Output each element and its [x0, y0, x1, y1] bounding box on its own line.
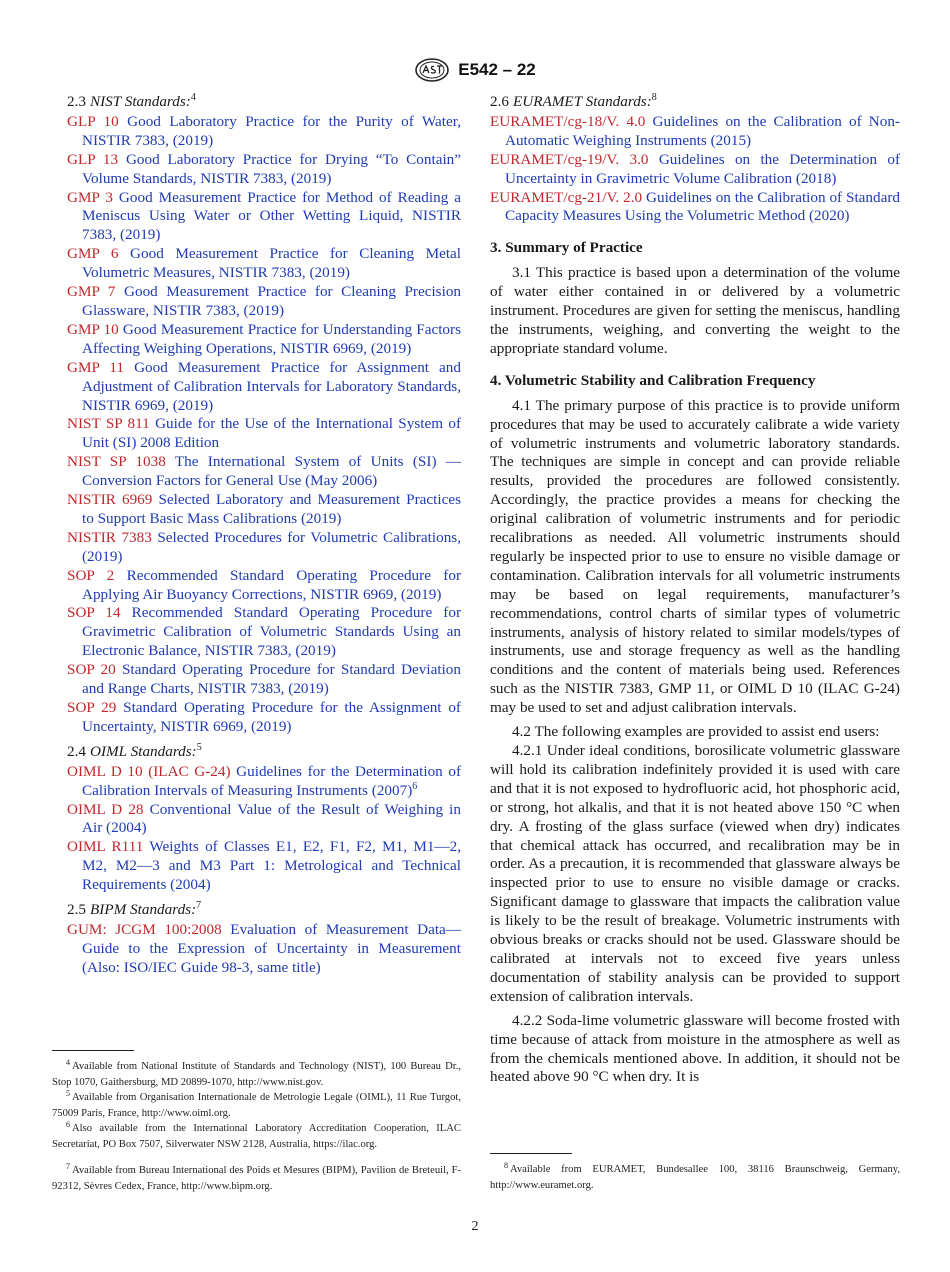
subsection-heading-nist: 2.3 NIST Standards:$^4$ — [67, 92, 196, 110]
reference-title[interactable]: Standard Operating Procedure for Standard Deviation and Range Charts, NISTIR 7383, (2019) — [82, 661, 461, 698]
reference-title[interactable]: Selected Procedures for Volumetric Calibrations, (2019) — [82, 528, 461, 565]
reference-title[interactable]: Guidelines on the Calibration of Standard Capacity Measures Using the Volumetric Method (2020) — [505, 188, 901, 225]
reference-title[interactable]: Guidelines on the Calibration of Non-Automatic Weighing Instruments (2015) — [505, 112, 900, 149]
reference-entry[interactable] — [67, 359, 461, 416]
reference-entry[interactable] — [67, 113, 461, 151]
reference-code[interactable]: SOP 20 — [67, 661, 116, 679]
paragraph: 4.1 The primary purpose of this practice is to provide uniform procedures that may be used to accurately calibrate a wide variety of volumetric instruments and volumetric laboratory standards. The techniques are simple in concept and can provide reliable results, provided the procedures are followed consistently. Accordingly, the practice provides a means for checking the original calibration of volumetric instruments and for periodic recalibrations as needed. All volumetric instruments should regularly be inspected prior to use to ensure no visible damage or contamination. Calibration intervals for all volumetric instruments may be based on legal requirements, manufacturer’s recommendations, control charts of similar types of volumetric instruments, analysis of history related to similar models/types of instruments, use and storage frequency as well as the handling conditions and the content of materials being used. References such as the NISTIR 7383, GMP 11, or OIML D 10 (ILAC G-24) may be used to set and adjust calibration intervals. — [490, 396, 900, 717]
astm-logo-icon — [414, 57, 450, 83]
reference-entry[interactable] — [67, 699, 461, 737]
reference-title[interactable]: Good Laboratory Practice for Drying “To Contain” Volume Standards, NISTIR 7383, (2019) — [82, 150, 461, 187]
reference-code[interactable]: EURAMET/cg-21/V. 2.0 — [490, 188, 643, 206]
right-column — [490, 93, 900, 1087]
reference-title[interactable]: Weights of Classes E1, E2, F1, F2, M1, M1—2, M2, M2—3 and M3 Part 1: Metrological and Technical Requirements (2004) — [82, 838, 461, 894]
reference-code[interactable]: OIML R111 — [67, 838, 144, 856]
reference-title[interactable]: Standard Operating Procedure for the Assignment of Uncertainty, NISTIR 6969, (2019) — [82, 699, 461, 735]
reference-title[interactable]: Selected Laboratory and Measurement Practices to Support Basic Mass Calibrations (2019) — [82, 491, 461, 527]
subsection-heading-bipm: 2.5 BIPM Standards:$^7$ — [67, 900, 202, 919]
footnote: $^7$ Available from Bureau International des Poids et Mesures (BIPM), Pavilion de Breteuil, F-92312, Sèvres Cedex, France, http://www.bipm.org. — [52, 1162, 461, 1192]
reference-title[interactable]: Conventional Value of the Result of Weighing in Air (2004) — [82, 800, 461, 837]
subsection-heading-euramet: 2.6 EURAMET Standards:$^8$ — [490, 92, 657, 110]
paragraph: 4.2 The following examples are provided to assist end users: — [512, 723, 880, 741]
reference-entry[interactable] — [67, 838, 461, 895]
reference-title[interactable]: Recommended Standard Operating Procedure for Gravimetric Calibration of Volumetric Standards Using an Electronic Balance, NISTIR 7383, (2019) — [82, 604, 461, 660]
reference-entry[interactable] — [67, 604, 461, 661]
reference-code[interactable]: OIML D 10 (ILAC G-24) — [67, 762, 231, 780]
footnote: $^6$ Also available from the International Laboratory Accreditation Cooperation, ILAC Secretariat, PO Box 7507, Silverwater NSW 2128, Australia, https://ilac.org. — [52, 1120, 461, 1150]
reference-title[interactable]: Guide for the Use of the International System of Unit (SI) 2008 Edition — [82, 415, 462, 452]
page-number: 2 — [471, 1219, 479, 1234]
reference-code[interactable]: NIST SP 811 — [67, 415, 150, 433]
reference-entry[interactable] — [67, 763, 461, 801]
footnote-marker: 6 — [412, 780, 418, 792]
footnote: $^5$ Available from Organisation Internationale de Metrologie Legale (OIML), 11 Rue Turgot, 75009 Paris, France, http://www.oiml.org. — [52, 1089, 461, 1119]
reference-title[interactable]: Good Measurement Practice for Cleaning Metal Volumetric Measures, NISTIR 7383, (2019) — [82, 245, 462, 282]
reference-title[interactable]: Guidelines for the Determination of Calibration Intervals of Measuring Instruments (2007) — [82, 762, 462, 799]
footnote: $^8$ Available from EURAMET, Bundesallee 100, 38116 Braunschweig, Germany, http://www.euramet.org. — [490, 1161, 900, 1191]
reference-code[interactable]: SOP 29 — [67, 699, 117, 716]
reference-code[interactable]: GUM: JCGM 100:2008 — [67, 920, 222, 938]
reference-entry[interactable] — [67, 567, 461, 605]
paragraph: 3.1 This practice is based upon a determination of the volume of water either contained in or delivered by a volumetric instrument. Procedures are given for setting the meniscus, handling the instruments, weighing, and converting the weight to the appropriate standard volume. — [490, 264, 900, 357]
document-designation: E542 – 22 — [458, 60, 536, 79]
reference-code[interactable]: GMP 10 — [67, 320, 119, 338]
reference-entry[interactable] — [67, 453, 461, 491]
reference-list-nist — [67, 113, 461, 737]
reference-code[interactable]: NISTIR 6969 — [67, 491, 153, 509]
left-column — [67, 93, 461, 978]
reference-entry[interactable] — [67, 491, 461, 529]
reference-entry[interactable] — [490, 151, 900, 189]
reference-title[interactable]: The International System of Units (SI) — Conversion Factors for General Use (May 2006) — [82, 453, 461, 490]
reference-code[interactable]: GLP 10 — [67, 112, 119, 130]
reference-list-euramet — [490, 113, 900, 226]
subsection-heading-oiml: 2.4 OIML Standards:$^5$ — [67, 741, 202, 760]
section-heading-summary: 3. Summary of Practice — [490, 239, 643, 257]
reference-entry[interactable] — [67, 661, 461, 699]
reference-code[interactable]: GLP 13 — [67, 150, 119, 168]
footnotes-left — [52, 1059, 461, 1194]
reference-entry[interactable] — [67, 189, 461, 246]
section-heading-volumetric-stability: 4. Volumetric Stability and Calibration Frequency — [490, 371, 816, 389]
reference-entry[interactable] — [67, 415, 461, 453]
reference-code[interactable]: GMP 3 — [67, 188, 113, 206]
reference-title[interactable]: Good Measurement Practice for Cleaning Precision Glassware, NISTIR 7383, (2019) — [82, 283, 462, 319]
reference-list-bipm — [67, 921, 461, 978]
reference-entry[interactable] — [67, 529, 461, 567]
reference-list-oiml — [67, 763, 461, 895]
reference-entry[interactable] — [67, 245, 461, 283]
reference-entry[interactable] — [490, 113, 900, 151]
reference-title[interactable]: Guidelines on the Determination of Uncertainty in Gravimetric Volume Calibration (2018) — [505, 150, 900, 187]
reference-entry[interactable] — [490, 189, 900, 227]
reference-entry[interactable] — [67, 801, 461, 839]
footnote-rule — [52, 1050, 134, 1051]
reference-title[interactable]: Good Laboratory Practice for the Purity of Water, NISTIR 7383, (2019) — [82, 112, 461, 149]
footnote: $^4$ Available from National Institute of Standards and Technology (NIST), 100 Bureau Dr., Stop 1070, Gaithersburg, MD 20899-1070, http://www.nist.gov. — [52, 1058, 461, 1088]
paragraph: 4.2.2 Soda-lime volumetric glassware will become frosted with time because of attack from moisture in the atmosphere as well as from the chemicals mentioned above. In addition, it should not be heated above 90 °C when dry. It is — [490, 1011, 900, 1086]
paragraph: 4.2.1 Under ideal conditions, borosilicate volumetric glassware will hold its calibration indefinitely provided it is used with care and that it is not exposed to hydrofluoric acid, hot phosphoric acid, or strong, hot alkalis, and that it is not heated above 150 °C when dry. A frosting of the glass surface (viewed when dry) indicates that chemical attack has occurred, and recalibration may be in order. As a precaution, it is recommended that glassware always be inspected prior to use to ensure no visible damage or cracks. Significant damage to glassware that impacts the calibration value is likely to be the result of breakage. Volumetric instruments with obvious breaks or cracks should not be used. Glassware should be calibrated at intervals not to exceed five years unless documentation of stability analysis can be provided to support extension of calibration intervals. — [490, 742, 900, 1005]
reference-title[interactable]: Recommended Standard Operating Procedure for Applying Air Buoyancy Corrections, NISTIR 6969, (2019) — [82, 566, 461, 603]
footnote-rule — [490, 1153, 572, 1154]
reference-code[interactable]: NISTIR 7383 — [67, 528, 152, 546]
reference-code[interactable]: OIML D 28 — [67, 800, 144, 818]
reference-code[interactable]: SOP 14 — [67, 604, 121, 622]
reference-title[interactable]: Good Measurement Practice for Understanding Factors Affecting Weighing Operations, NISTIR 6969, (2019) — [82, 320, 461, 357]
reference-code[interactable]: GMP 7 — [67, 283, 116, 301]
reference-entry[interactable] — [67, 321, 461, 359]
reference-code[interactable]: NIST SP 1038 — [67, 453, 166, 471]
reference-entry[interactable] — [67, 921, 461, 978]
reference-code[interactable]: EURAMET/cg-18/V. 4.0 — [490, 112, 646, 130]
reference-title[interactable]: Evaluation of Measurement Data—Guide to the Expression of Uncertainty in Measurement (Also: ISO/IEC Guide 98-3, same title) — [82, 920, 461, 976]
reference-code[interactable]: GMP 11 — [67, 358, 125, 376]
page-header — [0, 57, 950, 83]
reference-title[interactable]: Good Measurement Practice for Assignment and Adjustment of Calibration Intervals for Laboratory Standards, NISTIR 6969, (2019) — [82, 358, 461, 414]
reference-title[interactable]: Good Measurement Practice for Method of Reading a Meniscus Using Water or Other Wetting Liquid, NISTIR 7383, (2019) — [82, 188, 462, 244]
reference-code[interactable]: SOP 2 — [67, 566, 115, 584]
reference-code[interactable]: GMP 6 — [67, 245, 119, 263]
reference-code[interactable]: EURAMET/cg-19/V. 3.0 — [490, 150, 649, 168]
footnotes-right — [490, 1162, 900, 1193]
reference-entry[interactable] — [67, 151, 461, 189]
reference-entry[interactable] — [67, 283, 461, 321]
